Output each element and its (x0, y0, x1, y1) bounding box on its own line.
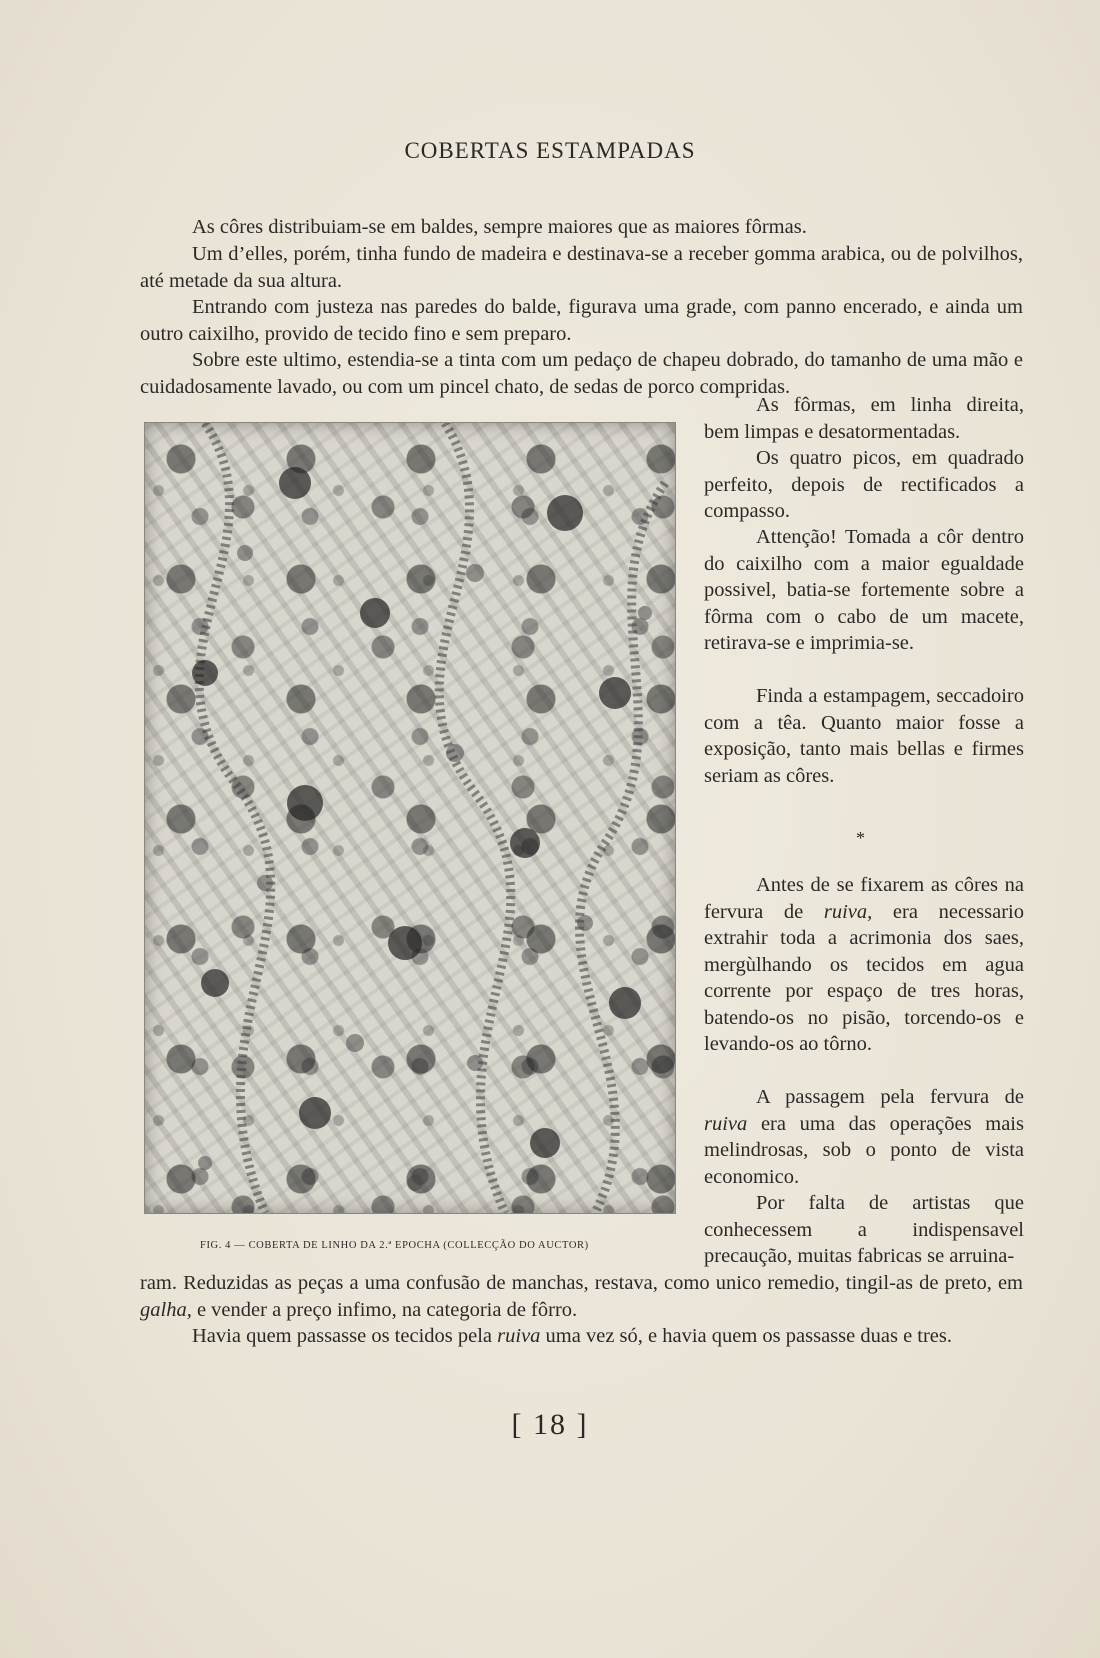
paragraph-4: Sobre este ultimo, estendia-se a tinta com um pedaço de chapeu dobrado, do tamanho de uma mão e cuidadosamente lavado, ou com um pincel chato, de sedas de porco compridas. (140, 349, 1023, 398)
figure-caption: FIG. 4 — COBERTA DE LINHO DA 2.ª EPOCHA (COLLECÇÃO DO AUCTOR) (200, 1240, 589, 1251)
paragraph-6: Os quatro picos, em quadrado perfeito, depois de rectificados a compasso. (704, 447, 1024, 522)
textile-figure (144, 422, 676, 1214)
paragraph-5: As fôrmas, em linha direita, bem limpas e desatormentadas. (704, 394, 1024, 443)
paragraph-12: Havia quem passasse os tecidos pela ruiva uma vez só, e havia quem os passasse duas e tres. (192, 1325, 953, 1347)
paragraph-1: As côres distribuiam-se em baldes, sempre maiores que as maiores fôrmas. (192, 216, 807, 238)
page-title: COBERTAS ESTAMPADAS (404, 138, 696, 163)
paragraph-2: Um d’elles, porém, tinha fundo de madeira e destinava-se a receber gomma arabica, ou de polvilhos, até metade da sua altura. (140, 243, 1023, 292)
paragraph-11-right: Por falta de artistas que conhecessem a indispensavel precaução, muitas fabricas se arruina- (704, 1192, 1024, 1267)
paragraph-10: A passagem pela fervura de ruiva era uma das operações mais melindrosas, sob o ponto de vista economico. (704, 1086, 1024, 1188)
floral-pattern-illustration (145, 423, 675, 1213)
paragraph-8: Finda a estampagem, seccadoiro com a têa. Quanto maior fosse a exposição, tanto mais bellas e firmes seriam as côres. (704, 685, 1024, 787)
paragraph-11-full: ram. Reduzidas as peças a uma confusão de manchas, restava, como unico remedio, tingil-as de preto, em galha, e vender a preço infimo, na categoria de fôrro. (140, 1272, 1023, 1321)
paragraph-3: Entrando com justeza nas paredes do balde, figurava uma grade, com panno encerado, e ainda um outro caixilho, provido de tecido fino e sem preparo. (140, 296, 1023, 345)
paragraph-9: Antes de se fixarem as côres na fervura de ruiva, era necessario extrahir toda a acrimonia dos saes, mergùlhando os tecidos em agua corrente por espaço de tres horas, batendo-os no pisão, torcendo-os e levando-os ao tôrno. (704, 874, 1024, 1055)
section-separator: * (856, 828, 865, 848)
paragraph-7: Attenção! Tomada a côr dentro do caixilho com a maior egualdade possivel, batia-se fortemente sobre a fôrma com o cabo de um macete, retirava-se e imprimia-se. (704, 526, 1024, 654)
page-number: [ 18 ] (511, 1408, 589, 1441)
